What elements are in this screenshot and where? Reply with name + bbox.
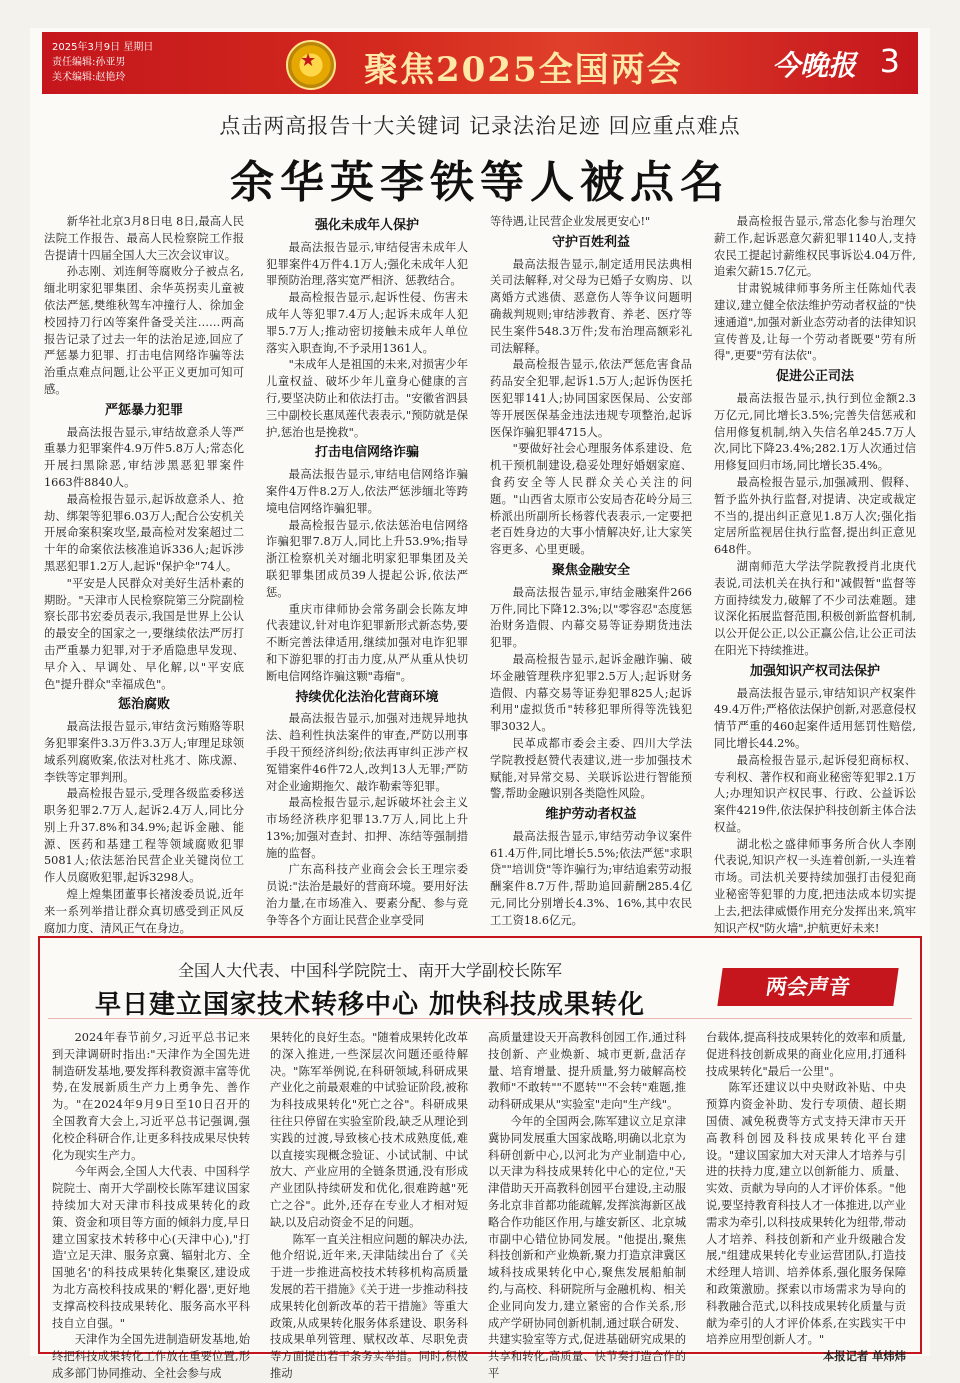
section-heading: 强化未成年人保护	[314, 218, 419, 233]
paragraph: 最高检报告显示,起诉金融诈骗、破坏金融管理秩序犯罪2.5万人;起诉财务造假、内幕交易等证券犯罪825人;起诉利用"虚拟货币"转移犯罪所得等洗钱犯罪3032人。	[490, 652, 692, 734]
paragraph: 广东高科技产业商会会长王理宗委员说:"法治是最好的营商环境。要用好法治力量,在市场准入、要素分配、参与竞争等各个方面让民营企业享受同	[266, 863, 468, 927]
section-heading: 守护百姓利益	[551, 234, 630, 250]
section-heading: 维护劳动者权益	[545, 807, 637, 823]
paragraph: 最高检报告显示,起诉破坏社会主义市场经济秩序犯罪13.7万人,同比上升13%;加强对查封、扣押、冻结等强制措施的监督。	[266, 796, 468, 860]
paragraph: 陈军还建议以中央财政补贴、中央预算内资金补助、发行专项债、超长期国债、减免税费等方式支持天津市天开高教科创园及科技成果转化平台建设。"建议国家加大对天津人才培养与引进的扶持力度,建立以创新能力、质量、实效、贡献为导向的人才评价体系。"他说,要坚持教育科技人才一体推进,以产业需求为牵引,以科技成果转化为纽带,带动人才培养、科技创新和产业升级融合发展,"组建成果转化专业运营团队,打造技术经理人培训、培养体系,强化服务保障和政策激励。探索以市场需求为导向的科教融合范式,以科技成果转化质量与贡献为牵引的人才评价体系,在实践实干中培养应用型创新人才。"	[706, 1081, 906, 1347]
paragraph: 最高检报告显示,依法严惩危害食品药品安全犯罪,起诉1.5万人;起诉伪医托医犯罪141人;协同国家医保局、公安部等开展医保基金违法违规专项整治,起诉医保诈骗犯罪4715人。	[490, 358, 692, 439]
paragraph: 陈军一直关注相应问题的解决办法,他介绍说,近年来,天津陆续出台了《关于进一步推进高校技术转移机构高质量发展的若干措施》《关于进一步推动科技成果转化创新改革的若干措施》等重大政策,从成果转化服务体系建设、职务科技成果单列管理、赋权改革、尽职免责等方面提出若干条务实举措。同时,积极推动	[270, 1232, 468, 1380]
paragraph: "要做好社会心理服务体系建设、危机干预机制建设,稳妥处理好婚姻家庭、食药安全等人民群众关心关注的问题。"山西省太原市公安局杏花岭分局三桥派出所副所长杨蓉代表表示,一定要把老百姓身边的大事小情解决好,让大家笑容更多、心里更暖。	[490, 442, 692, 557]
paragraph: 最高检报告显示,起诉故意杀人、抢劫、绑架等犯罪6.03万人;配合公安机关开展命案积案攻坚,最高检对发案超过二十年的命案依法核准追诉336人;起诉涉黑恶犯罪1.2万人,起诉"保护伞"74人。	[44, 492, 244, 573]
article1-column-3	[490, 214, 692, 926]
paragraph: 最高法报告显示,审结贪污贿赂等职务犯罪案件3.3万件3.3万人;审理足球领域系列腐败案,依法对杜兆才、陈戌源、李铁等定罪判刑。	[44, 720, 244, 784]
article1-column-2	[266, 214, 468, 926]
paragraph: 天津作为全国先进制造研发基地,始终把科技成果转化工作放在重要位置,形成多部门协同推动、全社会参与成	[52, 1333, 250, 1380]
paragraph: 今年两会,全国人大代表、中国科学院院士、南开大学副校长陈军建议国家持续加大对天津市科技成果转化的政策、资金和项目等方面的倾斜力度,早日建立国家技术转移中心(天津中心),"打造'立足天津、服务京冀、辐射北方、全国驰名'的科技成果转化集聚区,建设成为北方高校科技成果的'孵化器',更好地支撑高校科技成果转化、服务高水平科技自立自强。"	[52, 1165, 250, 1330]
article1-column-1	[44, 214, 244, 935]
newspaper-page	[30, 28, 930, 1380]
section-heading: 严惩暴力犯罪	[104, 402, 183, 418]
paragraph: 湖南师范大学法学院教授肖北庚代表说,司法机关在执行和"减假暂"监督等方面持续发力,破解了不少司法难题。建议深化拓展监督范围,积极创新监督机制,以公开促公正,以公正赢公信,让公正司法在阳光下持续推进。	[714, 559, 916, 657]
national-emblem-icon: ★	[286, 40, 336, 90]
editor-credit: 责任编辑:孙亚男	[52, 57, 126, 68]
paragraph: 最高法报告显示,审结知识产权案件49.4万件;严格依法保护创新,对恶意侵权情节严重的460起案件适用惩罚性赔偿,同比增长44.2%。	[714, 686, 917, 750]
page-number: 3	[879, 42, 900, 80]
section-tag: 两会声音	[717, 968, 898, 1006]
paragraph: 今年的全国两会,陈军建议立足京津冀协同发展重大国家战略,明确以北京为科研创新中心,以河北为产业制造中心,以天津为科技成果转化中心的定位,"天津借助天开高教科创园平台建设,主动服务北京非首都功能疏解,发挥滨海新区战略合作功能区作用,与雄安新区、北京城市副中心错位协同发展。"他提出,聚焦科技创新和产业焕新,聚力打造京津冀区域科技成果转化中心,聚焦发展船舶制约,与高校、科研院所与金融机构、相关企业同向发力,建立紧密的合作关系,形成产学研协同创新机制,通过联合研发、共建实验室等方式,促进基础研究成果的共享和转化,高质量、快节奏打造合作的平	[488, 1114, 686, 1380]
paragraph: 重庆市律师协会常务副会长陈友坤代表建议,针对电诈犯罪新形式新态势,要不断完善法律适用,继续加强对电诈犯罪和下游犯罪的打击力度,从严从重从快切断电信网络诈骗这颗"毒瘤"。	[266, 602, 468, 683]
header-meta	[52, 40, 153, 85]
article-headline: 余华英李铁等人被点名	[230, 157, 730, 208]
article-subhead: 点击两高报告十大关键词 记录法治足迹 回应重点难点	[219, 114, 741, 138]
divider	[48, 1018, 912, 1019]
paragraph: 最高法报告显示,审结侵害未成年人犯罪案件4万件4.1万人;强化未成年人犯罪预防治理,落实宽严相济、惩教结合。	[266, 240, 468, 288]
paragraph: 煌上煌集团董事长褚浚委员说,近年来一系列举措让群众真切感受到正风反腐加力度、清风正气在身边。	[44, 888, 244, 935]
section-heading: 惩治腐败	[117, 697, 170, 713]
feature-title: 早日建立国家技术转移中心 加快科技成果转化	[94, 990, 646, 1020]
paragraph: 最高检报告显示,加强减刑、假释、暂予监外执行监督,对提请、决定或裁定不当的,提出纠正意见1.8万人次;强化指定居所监视居住执行监督,提出纠正意见648件。	[714, 475, 916, 557]
paragraph: 2024年春节前夕,习近平总书记来到天津调研时指出:"天津作为全国先进制造研发基地,要发挥科教资源丰富等优势,在发展新质生产力上勇争先、善作为。"在2024年9月9日至10日召开的全国教育大会上,习近平总书记强调,强化校企科研合作,让更多科技成果尽快转化为现实生产力。	[52, 1031, 250, 1162]
paragraph: 最高法报告显示,加强对违规异地执法、趋利性执法案件的审查,严防以刑事手段干预经济纠纷;依法再审纠正涉产权冤错案件46件72人,改判13人无罪;严防对企业逾期拖欠、敲诈勒索等犯罪。	[266, 712, 468, 793]
issue-date: 2025年3月9日 星期日	[52, 42, 154, 53]
paragraph: 最高检报告显示,起诉性侵、伤害未成年人等犯罪7.4万人;起诉未成年人犯罪5.7万人;推动密切接触未成年人单位落实入职查询,不予录用1361人。	[266, 291, 468, 355]
paragraph: 最高法报告显示,审结故意杀人等严重暴力犯罪案件4.9万件5.8万人;常态化开展扫黑除恶,审结涉黑恶犯罪案件1663件8840人。	[44, 425, 244, 489]
paragraph: 最高检报告显示,依法惩治电信网络诈骗犯罪7.8万人,同比上升53.9%;指导浙江检察机关对缅北明家犯罪集团及关联犯罪集团成员39人提起公诉,依法严惩。	[266, 518, 468, 599]
byline: 本报记者 单炜炜	[822, 1350, 906, 1364]
article2-column-2	[270, 1030, 468, 1380]
paragraph: 台载体,提高科技成果转化的效率和质量,促进科技创新成果的商业化应用,打通科技成果转化"最后一公里"。	[706, 1031, 906, 1078]
paragraph: 果转化的良好生态。"随着成果转化改革的深入推进,一些深层次问题还亟待解决。"陈军举例说,在科研领域,科研成果产业化之前最艰难的中试验证阶段,被称为科技成果转化"死亡之谷"。科研成果往往只停留在实验室阶段,缺乏从理论到实践的过渡,导致核心技术成熟度低,难以直接实现概念验证、小试试制、中试放大、产业应用的全链条贯通,没有形成产业团队持续研发和优化,很难跨越"死亡之谷"。此外,还存在专业人才相对短缺,以及启动资金不足的问题。	[270, 1031, 468, 1229]
section-heading: 打击电信网络诈骗	[314, 445, 419, 461]
paragraph: "未成年人是祖国的未来,对损害少年儿童权益、破坏少年儿童身心健康的言行,要坚决防止和依法打击。"安徽省泗县三中副校长惠凤莲代表表示,"预防就是保护,惩治也是挽救"。	[266, 358, 468, 439]
section-heading: 持续优化法治化营商环境	[295, 689, 439, 705]
section-heading: 加强知识产权司法保护	[749, 663, 880, 679]
article1-column-4	[714, 214, 917, 935]
paragraph: 最高检报告显示,常态化参与治理欠薪工作,起诉恶意欠薪犯罪1140人,支持农民工提起讨薪维权民事诉讼4.04万件,追索欠薪15.7亿元。	[714, 215, 916, 279]
paragraph: 高质量建设天开高教科创园工作,通过科技创新、产业焕新、城市更新,盘活存量、培育增量、提升质量,努力破解高校教师"不敢转""不愿转""不会转"难题,推动科研成果从"实验室"走向"生产线"。	[488, 1031, 686, 1112]
paragraph: 最高法报告显示,执行到位金额2.3万亿元,同比增长3.5%;完善失信惩戒和信用修复机制,纳入失信名单245.7万人次,同比下降23.4%;282.1万人次通过信用修复回归市场,同比增长35.4%。	[714, 391, 916, 473]
paragraph: 甘肃锐城律师事务所主任陈灿代表建议,建立健全依法维护劳动者权益的"快速通道",加强对新业态劳动者的法律知识宣传普及,让每一个劳动者既要"劳有所得",更要"劳有法依"。	[714, 282, 916, 363]
newspaper-name: 今晚报	[771, 49, 856, 82]
paragraph: 最高法报告显示,审结劳动争议案件61.4万件,同比增长5.5%;依法严惩"求职贷""培训贷"等诈骗行为;审结追索劳动报酬案件8.7万件,帮助追回薪酬285.4亿元,同比分别增长4.3%、16%,其中农民工工资18.6亿元。	[490, 829, 693, 927]
paragraph: 最高法报告显示,审结电信网络诈骗案件4万件8.2万人,依法严惩涉缅北等跨境电信网络诈骗犯罪。	[266, 468, 468, 515]
article2-column-1	[52, 1030, 250, 1380]
paragraph: 最高法报告显示,审结金融案件266万件,同比下降12.3%;以"零容忍"态度惩治财务造假、内幕交易等证券期货违法犯罪。	[490, 585, 692, 650]
paragraph: 最高检报告显示,受理各级监委移送职务犯罪2.7万人,起诉2.4万人,同比分别上升37.8%和34.9%;起诉金融、能源、医药和基建工程等领域腐败犯罪5081人;依法惩治民营企业关键岗位工作人员腐败犯罪,起诉3298人。	[44, 787, 244, 885]
article2-column-4	[706, 1030, 906, 1364]
paragraph: 湖北松之盛律师事务所合伙人李刚代表说,知识产权一头连着创新,一头连着市场。司法机关要持续加强打击侵犯商业秘密等犯罪的力度,把违法成本切实提上去,把法律威慑作用充分发挥出来,筑牢知识产权"防火墙",护航更好未来!	[714, 837, 916, 935]
article2-column-3	[488, 1030, 686, 1380]
paragraph: 最高法报告显示,制定适用民法典相关司法解释,对父母为已婚子女购房、以离婚方式逃债、恶意伤人等争议问题明确裁判规则;审结涉教育、养老、医疗等民生案件548.3万件;发布治理高额彩礼司法解释。	[490, 257, 692, 355]
paragraph: 民革成都市委会主委、四川大学法学院教授赵赞代表建议,进一步加强技术赋能,对异常交易、关联诉讼进行智能预警,帮助金融识别各类隐性风险。	[490, 736, 692, 801]
paragraph: 等待遇,让民营企业发展更安心!"	[490, 215, 651, 228]
feature-article-box	[38, 936, 922, 1380]
art-editor-credit: 美术编辑:赵艳玲	[52, 72, 126, 83]
paragraph: 最高检报告显示,起诉侵犯商标权、专利权、著作权和商业秘密等犯罪2.1万人;办理知识产权民事、行政、公益诉讼案件4219件,依法保护科技创新主体合法权益。	[714, 753, 916, 834]
paragraph: 新华社北京3月8日电 8日,最高人民法院工作报告、最高人民检察院工作报告提请十四届全国人大三次会议审议。	[44, 215, 244, 262]
section-title: 聚焦2025全国两会	[364, 50, 683, 90]
paragraph: "平安是人民群众对美好生活朴素的期盼。"天津市人民检察院第三分院副检察长邵书宏委员表示,我国是世界上公认的最安全的国家之一,要继续依法严厉打击严重暴力犯罪,对于矛盾隐患早发现、早介入、早调处、早化解,以"平安底色"提升群众"幸福成色"。	[44, 576, 244, 691]
paragraph: 孙志刚、刘连舸等腐败分子被点名,缅北明家犯罪集团、余华英拐卖儿童被依法严惩,樊维秋驾车冲撞行人、徐加金校园持刀行凶等案件备受关注……两高报告记录了过去一年的法治足迹,回应了严惩暴力犯罪、打击电信网络诈骗等法治重点难点问题,让公平正义更加可知可感。	[44, 265, 244, 396]
page-header-banner	[42, 32, 918, 94]
section-heading: 聚焦金融安全	[551, 562, 630, 578]
section-heading: 促进公正司法	[775, 369, 854, 385]
feature-kicker: 全国人大代表、中国科学院院士、南开大学副校长陈军	[177, 961, 562, 980]
